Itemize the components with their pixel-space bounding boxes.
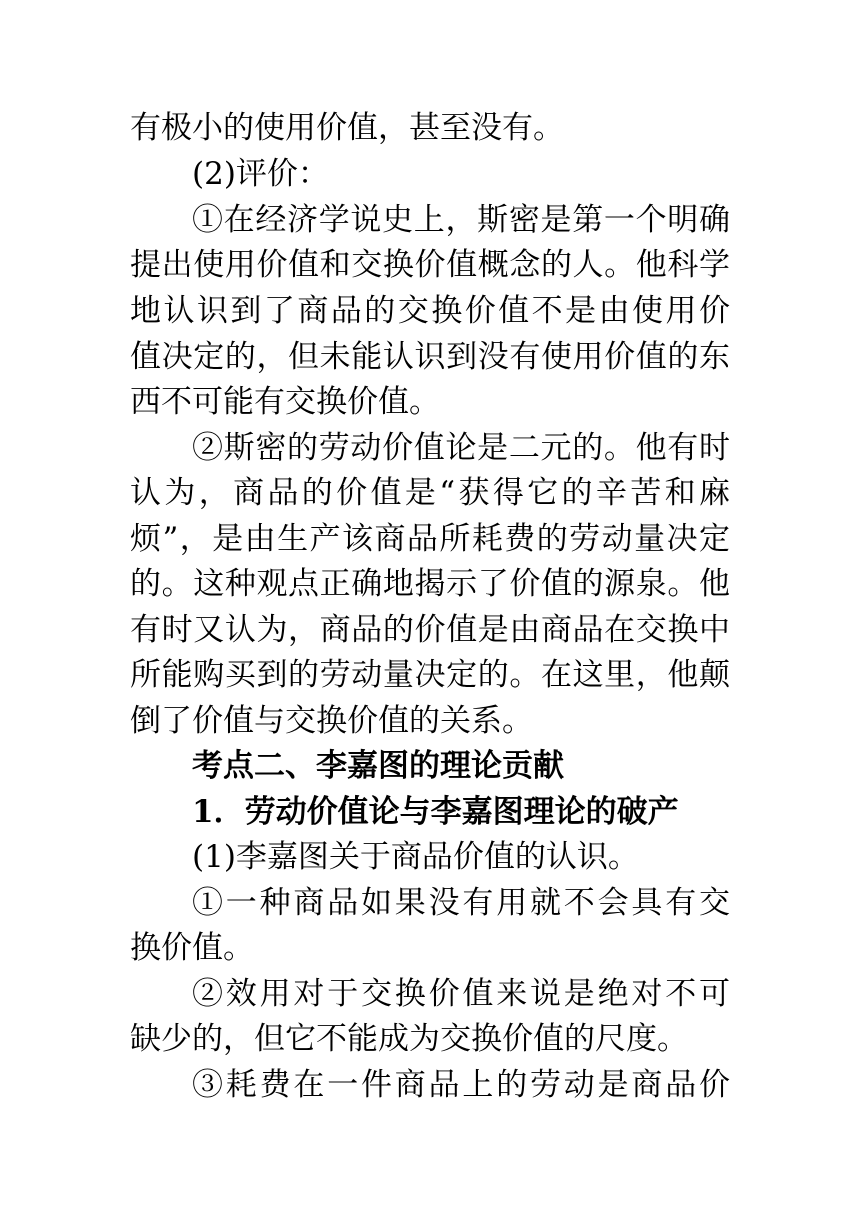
subsection-heading: 1．劳动价值论与李嘉图理论的破产: [192, 794, 679, 830]
text-line-4: 提出使用价值和交换价值概念的人。他科学: [130, 247, 730, 283]
text-line-12: 有时又认为，商品的价值是由商品在交换中: [130, 612, 730, 648]
text-line-2: (2)评价：: [192, 156, 329, 192]
text-line-9: 认为，商品的价值是“获得它的辛苦和麻: [130, 475, 730, 511]
text-line-7: 西不可能有交换价值。: [130, 384, 440, 420]
text-line-22: ③耗费在一件商品上的劳动是商品价: [192, 1067, 730, 1103]
text-line-1: 有极小的使用价值，甚至没有。: [130, 110, 564, 146]
section-heading: 考点二、李嘉图的理论贡献: [192, 748, 564, 784]
text-line-10: 烦”，是由生产该商品所耗费的劳动量决定: [130, 521, 730, 557]
text-line-20: ②效用对于交换价值来说是绝对不可: [192, 976, 730, 1012]
text-line-3: ①在经济学说史上，斯密是第一个明确: [192, 202, 730, 238]
text-line-5: 地认识到了商品的交换价值不是由使用价: [130, 293, 730, 329]
text-line-11: 的。这种观点正确地揭示了价值的源泉。他: [130, 566, 730, 602]
text-line-17: (1)李嘉图关于商品价值的认识。: [192, 839, 639, 875]
text-line-13: 所能购买到的劳动量决定的。在这里，他颠: [130, 657, 730, 693]
text-line-8: ②斯密的劳动价值论是二元的。他有时: [192, 430, 730, 466]
text-line-6: 值决定的，但未能认识到没有使用价值的东: [130, 339, 730, 375]
text-line-21: 缺少的，但它不能成为交换价值的尺度。: [130, 1021, 688, 1057]
text-line-14: 倒了价值与交换价值的关系。: [130, 703, 533, 739]
text-line-19: 换价值。: [130, 930, 254, 966]
text-line-18: ①一种商品如果没有用就不会具有交: [192, 885, 730, 921]
